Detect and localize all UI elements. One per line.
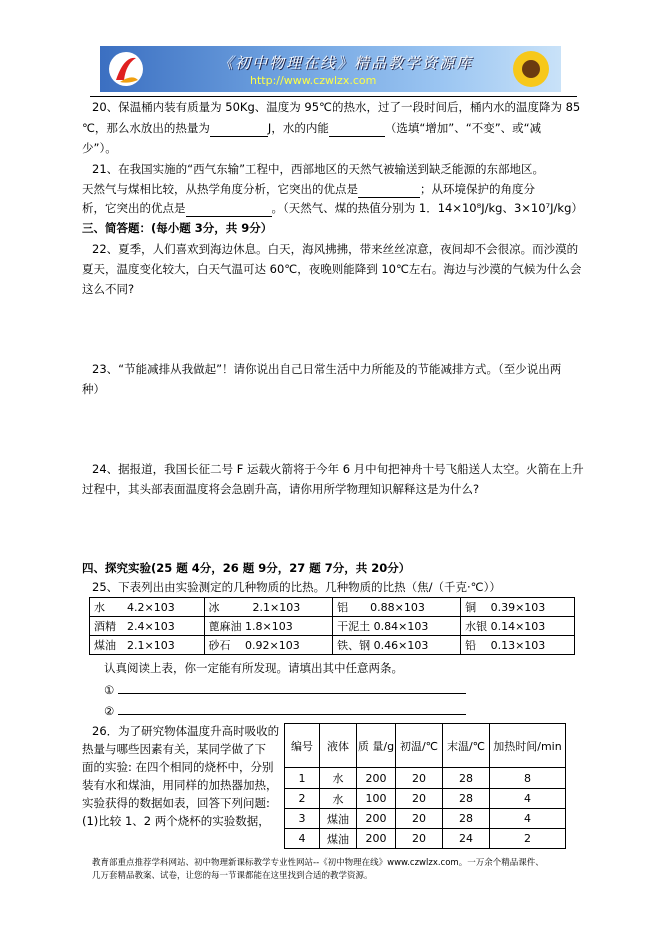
table-header-row: 编号 液体 质 量/g 初温/℃ 末温/℃ 加热时间/min <box>285 724 566 768</box>
q22-line1: 22、夏季，人们喜欢到海边休息。白天，海风拂拂，带来丝丝凉意，夜间却不会很凉。而沙漠的 <box>92 242 579 256</box>
section4-heading: 四、探究实验(25 题 4分，26 题 9分，27 题 7分，共 20分） <box>82 561 411 575</box>
section3-heading: 三、简答题：(每小题 3分，共 9分） <box>82 221 273 235</box>
table-row: 煤油 2.1×103 砂石 0.92×103 铁、钢 0.46×103 铅 0.13×103 <box>90 636 575 655</box>
q20-line1: 20、保温桶内装有质量为 50Kg、温度为 95℃的热水，过了一段时间后，桶内水的温度降为 85 <box>92 100 581 114</box>
q26-line3: 面的实验: 在四个相同的烧杯中，分别 <box>82 760 274 774</box>
heating-experiment-table <box>284 723 566 849</box>
q25-answer-line-2[interactable] <box>118 714 466 715</box>
table-row: 3 煤油 200 20 28 4 <box>285 809 566 829</box>
banner-url[interactable]: http://www.czwlzx.com <box>250 74 377 87</box>
q24-line1: 24、据报道，我国长征二号 F 运载火箭将于今年 6 月中旬把神舟十号飞船送人太空。火箭在上升 <box>92 462 584 476</box>
q23-line2: 种） <box>82 382 105 396</box>
q26-line2: 热量与哪些因素有关，某同学做了下 <box>82 742 266 756</box>
table-row: 酒精 2.4×103 蓖麻油 1.8×103 干泥土 0.84×103 水银 0.14×103 <box>90 617 575 636</box>
q21-line3: 析，它突出的优点是 。（天然气、煤的热值分别为 1．14×10⁸J/kg、3×10⁷J/kg） <box>82 201 583 215</box>
logo-icon <box>106 50 146 88</box>
table-row: 水 4.2×103 冰 2.1×103 铝 0.88×103 铜 0.39×103 <box>90 598 575 617</box>
header-banner <box>100 46 561 92</box>
q20-answer-heat[interactable] <box>210 122 268 137</box>
footer-line1: 教育部重点推荐学科网站、初中物理新课标教学专业性网站--《初中物理在线》www.czwlzx.com。一万余个精品课件、 <box>92 858 544 868</box>
q25-circle-2: ② <box>104 704 115 718</box>
q25-answer-line-1[interactable] <box>118 693 466 694</box>
sunflower-icon <box>509 48 553 90</box>
table-row: 1 水 200 20 28 8 <box>285 768 566 789</box>
banner-title: 《初中物理在线》精品教学资源库 <box>218 54 474 72</box>
header-rule <box>90 96 577 97</box>
q25-read-instruction: 认真阅读上表，你一定能有所发现。请填出其中任意两条。 <box>104 661 403 675</box>
q26-line6: (1)比较 1、2 两个烧杯的实验数据， <box>82 814 270 828</box>
q21-line1: 21、在我国实施的“西气东输”工程中，西部地区的天然气被输送到缺乏能源的东部地区。 <box>92 162 545 176</box>
q24-line2: 过程中，其头部表面温度将会急剧升高，请你用所学物理知识解释这是为什么? <box>82 482 480 496</box>
q20-line2: ℃，那么水放出的热量为 J，水的内能 （选填“增加”、“不变”、或“减 <box>82 121 542 135</box>
q21-answer-environment[interactable] <box>186 202 272 217</box>
q22-line3: 这么不同? <box>82 282 135 296</box>
specific-heat-table <box>89 597 575 655</box>
q25-intro: 25、下表列出由实验测定的几种物质的比热。几种物质的比热（焦/（千克·℃）） <box>92 580 501 594</box>
q20-line3: 少”）。 <box>82 141 117 155</box>
q20-answer-energy[interactable] <box>329 122 385 137</box>
q22-line2: 夏天，温度变化较大，白天气温可达 60℃，夜晚则能降到 10℃左右。海边与沙漠的气候为什么会 <box>82 262 582 276</box>
q21-answer-thermal[interactable] <box>358 183 420 198</box>
table-row: 2 水 100 20 28 4 <box>285 789 566 809</box>
q26-line1: 26．为了研究物体温度升高时吸收的 <box>92 724 280 738</box>
q23-line1: 23、“节能减排从我做起”！请你说出自己日常生活中力所能及的节能减排方式。（至少说出两 <box>92 362 562 376</box>
q26-line5: 实验获得的数据如表，回答下列问题: <box>82 796 270 810</box>
q25-circle-1: ① <box>104 683 115 697</box>
q21-line2: 天然气与煤相比较，从热学角度分析，它突出的优点是 ；从环境保护的角度分 <box>82 182 535 196</box>
q26-line4: 装有水和煤油，用同样的加热器加热， <box>82 778 278 792</box>
footer-line2: 几万套精品教案、试卷，让您的每一节课都能在这里找到合适的教学资源。 <box>92 871 373 881</box>
table-row: 4 煤油 200 20 24 2 <box>285 829 566 849</box>
